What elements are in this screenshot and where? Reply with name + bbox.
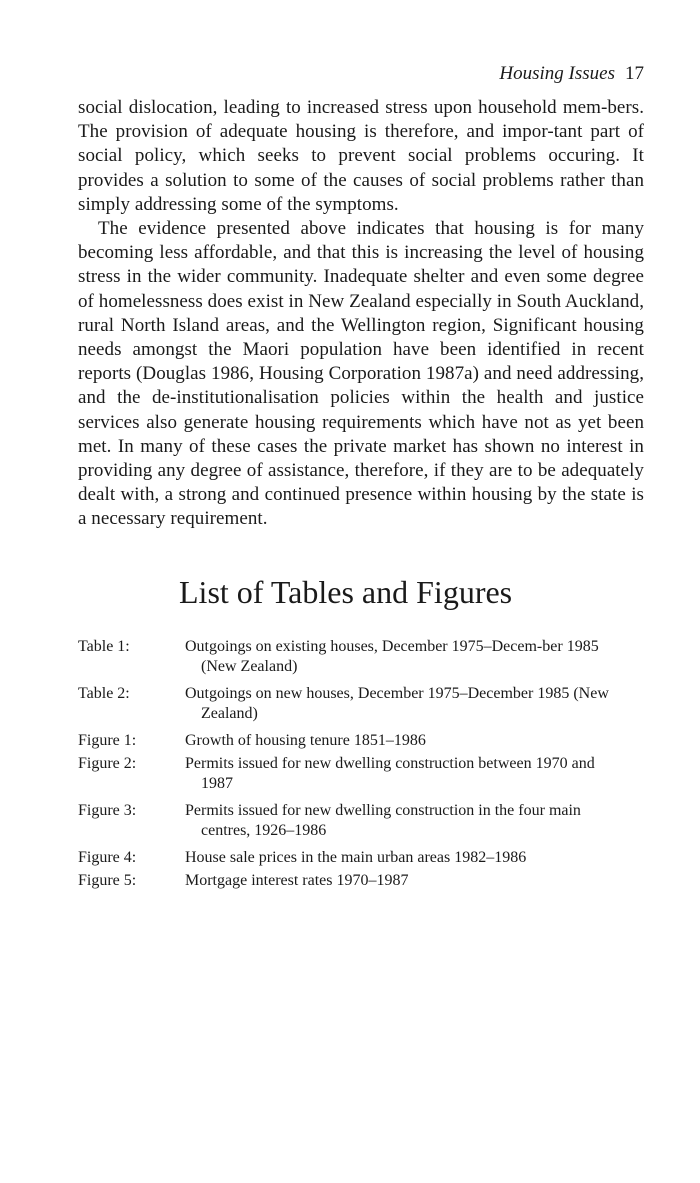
list-item-label: Figure 1: <box>78 731 137 749</box>
list-item-label: Figure 2: <box>78 754 137 772</box>
list-item-text: Outgoings on existing houses, December 1975–Decem-ber 1985 (New Zealand) <box>185 637 599 675</box>
list-item-label: Figure 3: <box>78 801 137 819</box>
list-item <box>78 848 644 868</box>
list-item-label: Figure 4: <box>78 848 137 866</box>
list-item <box>78 754 644 794</box>
running-head-title: Housing Issues <box>499 63 615 84</box>
list-title: List of Tables and Figures <box>179 573 513 610</box>
body-paragraph: social dislocation, leading to increased stress upon household mem-bers. The provision of adequate housing is therefore, and impor-tant part of social policy, which seeks to prevent social problems occuring. It provides a solution to some of the causes of social problems rather than simply addressing some of the symptoms. <box>78 97 644 215</box>
book-page <box>78 60 644 894</box>
list-item-label: Table 2: <box>78 684 130 702</box>
list-of-tables-and-figures <box>78 637 644 891</box>
list-item <box>78 684 644 724</box>
list-item <box>78 801 644 841</box>
list-item <box>78 731 644 751</box>
list-item <box>78 871 644 891</box>
list-item-text: Permits issued for new dwelling construction between 1970 and 1987 <box>185 754 595 792</box>
list-item-label: Table 1: <box>78 637 130 655</box>
running-head <box>78 60 644 88</box>
body-paragraph: The evidence presented above indicates that housing is for many becoming less affordable, and that this is increasing the level of housing stress in the wider community. Inadequate shelter and even some degree of homelessness does exist in New Zealand especially in South Auckland, rural North Island areas, and the Wellington region, Significant housing needs amongst the Maori population have been identified in recent reports (Douglas 1986, Housing Corporation 1987a) and need addressing, and the de-institutionalisation policies within the health and justice services also generate housing requirements which have not as yet been met. In many of these cases the private market has shown no interest in providing any degree of assistance, therefore, if they are to be adequately dealt with, a strong and continued presence within housing by the state is a necessary requirement. <box>78 218 644 530</box>
page-number: 17 <box>625 63 644 84</box>
list-item-text: Permits issued for new dwelling construction in the four main centres, 1926–1986 <box>185 801 581 839</box>
list-item-text: Growth of housing tenure 1851–1986 <box>185 731 426 749</box>
list-item <box>78 637 644 677</box>
list-item-text: Outgoings on new houses, December 1975–December 1985 (New Zealand) <box>185 684 609 722</box>
list-item-label: Figure 5: <box>78 871 137 889</box>
list-item-text: Mortgage interest rates 1970–1987 <box>185 871 409 889</box>
list-item-text: House sale prices in the main urban areas 1982–1986 <box>185 848 527 866</box>
